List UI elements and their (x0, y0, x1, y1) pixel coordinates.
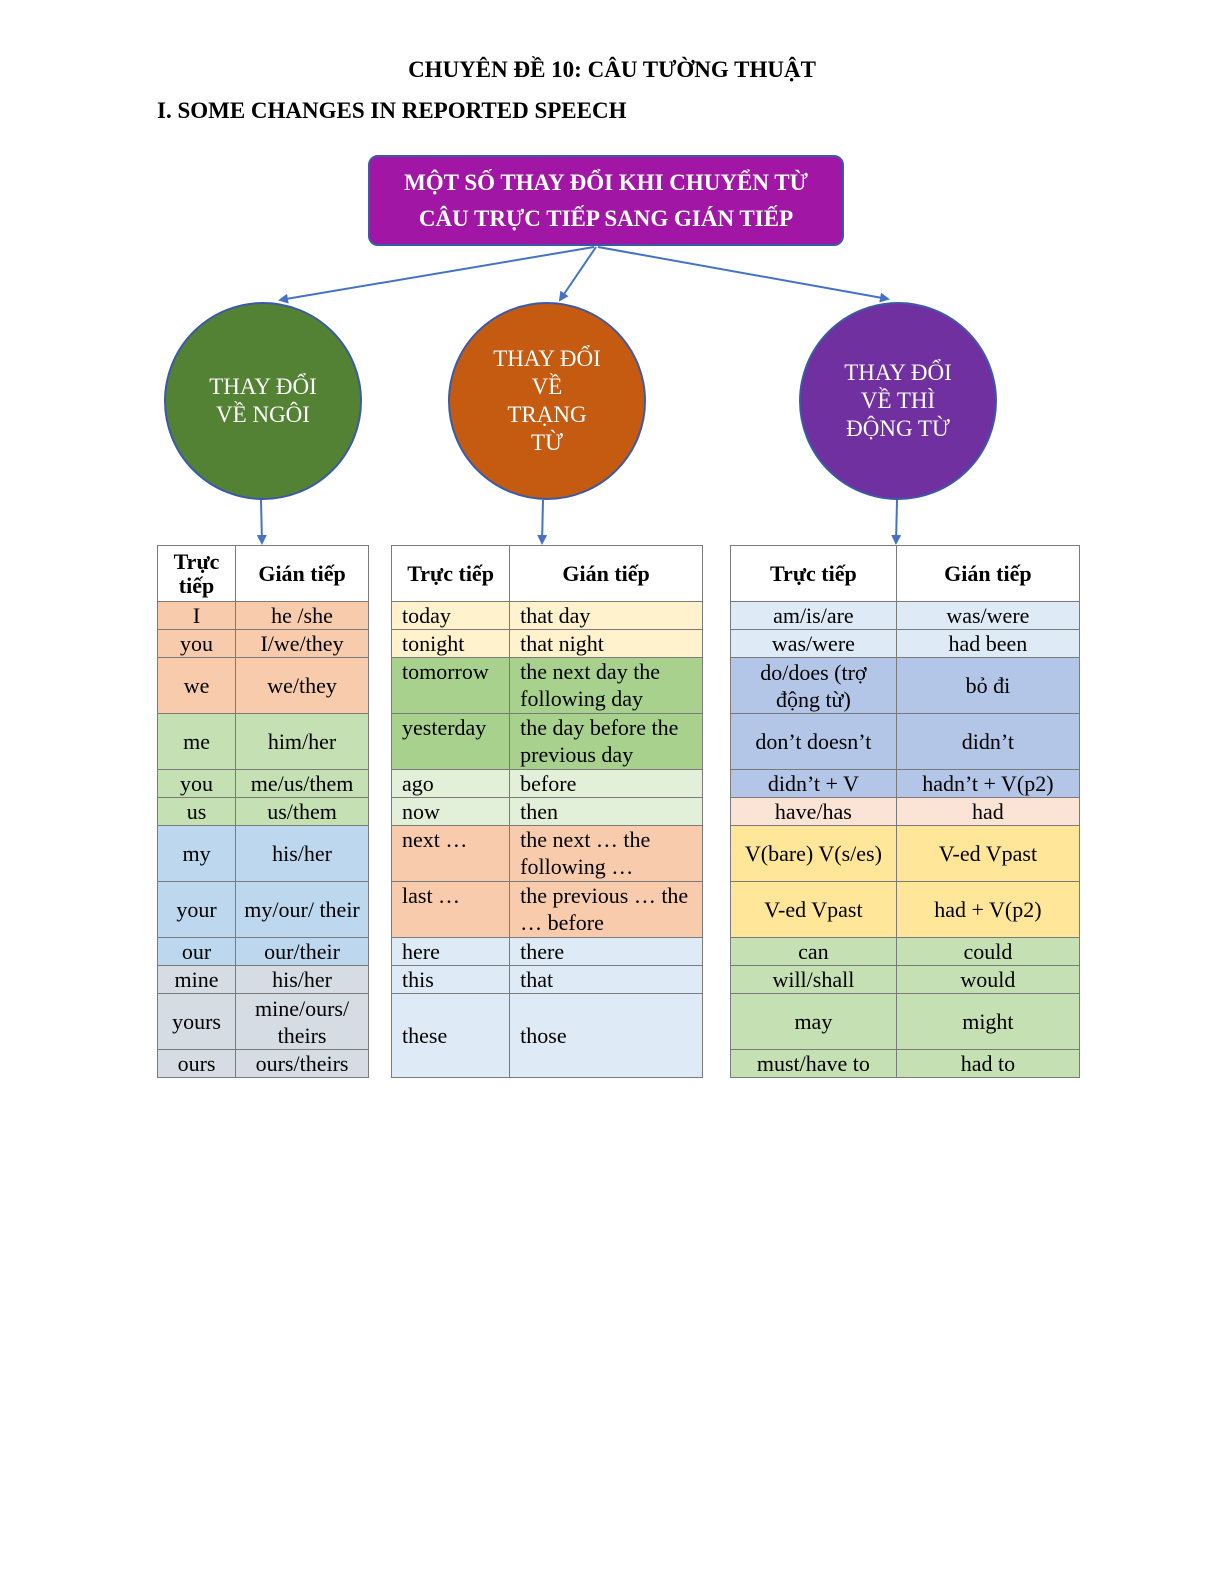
cell-direct: can (731, 938, 897, 966)
table-row (731, 1050, 1080, 1078)
cell-indirect: was/were (896, 602, 1079, 630)
cell-direct: you (158, 770, 236, 798)
cell-indirect: the next day the following day (510, 658, 703, 714)
branch-person-label: THAY ĐỔI VỀ NGÔI (209, 374, 317, 427)
header-direct: Trực tiếp (158, 546, 236, 602)
table-row (731, 882, 1080, 938)
cell-direct: last … (392, 882, 510, 938)
cell-indirect: his/her (236, 966, 369, 994)
cell-direct: didn’t + V (731, 770, 897, 798)
tense-change-table (730, 545, 1080, 1078)
table-row (158, 714, 369, 770)
cell-indirect: had been (896, 630, 1079, 658)
cell-direct: your (158, 882, 236, 938)
table-header-row (731, 546, 1080, 602)
cell-indirect: his/her (236, 826, 369, 882)
cell-indirect: those (510, 994, 703, 1078)
cell-indirect: that night (510, 630, 703, 658)
cell-direct: ours (158, 1050, 236, 1078)
cell-indirect: would (896, 966, 1079, 994)
cell-indirect: hadn’t + V(p2) (896, 770, 1079, 798)
cell-direct: must/have to (731, 1050, 897, 1078)
table-row (392, 966, 703, 994)
arrow-person-to-table (261, 500, 262, 543)
cell-direct: may (731, 994, 897, 1050)
cell-indirect: we/they (236, 658, 369, 714)
cell-indirect: the next … the following … (510, 826, 703, 882)
table-header-row (392, 546, 703, 602)
header-indirect: Gián tiếp (896, 546, 1079, 602)
arrow-adverb-to-table (542, 500, 543, 543)
cell-indirect: had + V(p2) (896, 882, 1079, 938)
cell-direct: tomorrow (392, 658, 510, 714)
table-row (158, 630, 369, 658)
cell-direct: this (392, 966, 510, 994)
table-row (731, 770, 1080, 798)
page-title: CHUYÊN ĐỀ 10: CÂU TƯỜNG THUẬT (408, 57, 816, 82)
cell-direct: we (158, 658, 236, 714)
cell-indirect: before (510, 770, 703, 798)
cell-direct: tonight (392, 630, 510, 658)
diagram-root-box (368, 155, 844, 246)
cell-indirect: had (896, 798, 1079, 826)
table-row (731, 826, 1080, 882)
table-row (158, 938, 369, 966)
cell-indirect: I/we/they (236, 630, 369, 658)
table-row (158, 658, 369, 714)
cell-indirect: V-ed Vpast (896, 826, 1079, 882)
root-line-2: CÂU TRỰC TIẾP SANG GIÁN TIẾP (418, 205, 794, 231)
cell-direct: don’t doesn’t (731, 714, 897, 770)
cell-direct: us (158, 798, 236, 826)
table-header-row (158, 546, 369, 602)
cell-indirect: the day before the previous day (510, 714, 703, 770)
branch-tense-circle (799, 302, 997, 500)
cell-indirect: my/our/ their (236, 882, 369, 938)
cell-direct: yours (158, 994, 236, 1050)
arrow-tense-to-table (896, 500, 897, 543)
cell-direct: am/is/are (731, 602, 897, 630)
arrow-root-to-tense (598, 247, 888, 299)
cell-direct: my (158, 826, 236, 882)
cell-indirect: then (510, 798, 703, 826)
table-row (158, 602, 369, 630)
cell-direct: today (392, 602, 510, 630)
table-row (392, 658, 703, 714)
cell-direct: was/were (731, 630, 897, 658)
table-row (392, 714, 703, 770)
branch-adverb-label: THAY ĐỔI VỀ TRẠNG TỪ (493, 346, 601, 455)
table-row (731, 966, 1080, 994)
cell-direct: these (392, 994, 510, 1078)
table-row (731, 798, 1080, 826)
cell-indirect: me/us/them (236, 770, 369, 798)
branch-tense-label: THAY ĐỔI VỀ THÌ ĐỘNG TỪ (844, 360, 952, 441)
table-row (158, 882, 369, 938)
section-heading: I. SOME CHANGES IN REPORTED SPEECH (157, 98, 627, 123)
cell-direct: now (392, 798, 510, 826)
adverb-change-table (391, 545, 703, 1078)
table-row (158, 994, 369, 1050)
table-row (731, 602, 1080, 630)
cell-indirect: might (896, 994, 1079, 1050)
arrow-root-to-person (280, 247, 594, 300)
table-row (158, 826, 369, 882)
table-row (731, 994, 1080, 1050)
table-row (392, 770, 703, 798)
cell-indirect: didn’t (896, 714, 1079, 770)
cell-indirect: had to (896, 1050, 1079, 1078)
cell-direct: have/has (731, 798, 897, 826)
cell-indirect: he /she (236, 602, 369, 630)
branch-person-circle (164, 302, 362, 500)
person-change-table (157, 545, 369, 1078)
table-row (392, 994, 703, 1078)
table-row (392, 938, 703, 966)
cell-indirect: him/her (236, 714, 369, 770)
root-line-1: MỘT SỐ THAY ĐỔI KHI CHUYỂN TỪ (404, 169, 808, 195)
cell-direct: V-ed Vpast (731, 882, 897, 938)
table-row (392, 602, 703, 630)
table-row (392, 630, 703, 658)
cell-direct: will/shall (731, 966, 897, 994)
cell-direct: next … (392, 826, 510, 882)
cell-indirect: our/their (236, 938, 369, 966)
cell-indirect: bỏ đi (896, 658, 1079, 714)
cell-indirect: the previous … the … before (510, 882, 703, 938)
header-indirect: Gián tiếp (510, 546, 703, 602)
table-row (392, 798, 703, 826)
cell-direct: ago (392, 770, 510, 798)
table-row (731, 714, 1080, 770)
table-row (158, 770, 369, 798)
cell-direct: yesterday (392, 714, 510, 770)
table-row (392, 826, 703, 882)
header-direct: Trực tiếp (392, 546, 510, 602)
table-row (158, 798, 369, 826)
cell-direct: our (158, 938, 236, 966)
arrow-root-to-adverb (560, 247, 596, 300)
cell-direct: here (392, 938, 510, 966)
cell-indirect: that day (510, 602, 703, 630)
cell-indirect: that (510, 966, 703, 994)
cell-direct: V(bare) V(s/es) (731, 826, 897, 882)
table-row (731, 938, 1080, 966)
cell-direct: do/does (trợ động từ) (731, 658, 897, 714)
cell-direct: mine (158, 966, 236, 994)
header-direct: Trực tiếp (731, 546, 897, 602)
cell-indirect: could (896, 938, 1079, 966)
cell-direct: I (158, 602, 236, 630)
cell-direct: you (158, 630, 236, 658)
cell-indirect: us/them (236, 798, 369, 826)
cell-indirect: there (510, 938, 703, 966)
table-row (731, 630, 1080, 658)
cell-indirect: ours/theirs (236, 1050, 369, 1078)
cell-indirect: mine/ours/ theirs (236, 994, 369, 1050)
branch-adverb-circle (448, 302, 646, 500)
table-row (731, 658, 1080, 714)
header-indirect: Gián tiếp (236, 546, 369, 602)
table-row (158, 1050, 369, 1078)
cell-direct: me (158, 714, 236, 770)
table-row (392, 882, 703, 938)
table-row (158, 966, 369, 994)
